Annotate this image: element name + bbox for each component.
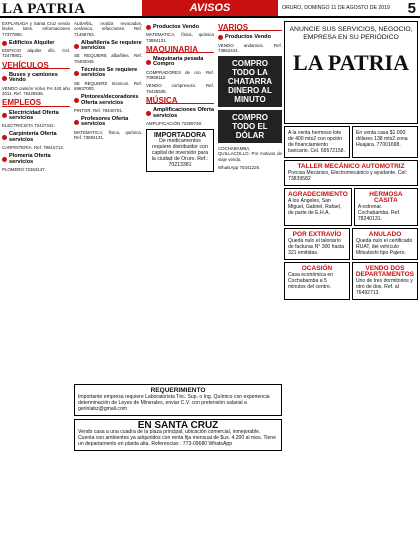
lote-ad: A la venta hermoso lote de 400 mts2 con opción de financiamiento bancario. Cel. 69572158. — [284, 126, 350, 158]
departamentos-ad — [352, 262, 418, 300]
hermosa-casita-ad — [354, 188, 418, 226]
column-2 — [74, 21, 142, 143]
category-heading: Amplificaciones Oferta servicios — [146, 108, 214, 119]
classified-ad: VENDO camión Volvo FH 440 año 2011. Ref. 76425535. — [2, 85, 70, 96]
classified-ad: SE REQUIERE técnicos. Ref. 69637000. — [74, 80, 142, 91]
requerimiento-ad — [74, 384, 282, 416]
category-heading: Buses y camiones Vendo — [2, 73, 70, 84]
category-heading: Edificios Alquiler — [2, 41, 70, 46]
section-tab: AVISOS — [142, 0, 278, 16]
ad-title: AGRADECIMIENTO — [288, 191, 348, 198]
ad-body: De medicamentos requiere distribuidor con capital de inversión para la ciudad de Oruro. Ref.: 70213381 — [151, 138, 209, 169]
category-heading: Profesores Oferta servicios — [74, 117, 142, 128]
ad-title: HERMOSA CASITA — [369, 191, 403, 204]
classified-ad: CARPINTERÍA. Ref. 79615712. — [2, 145, 64, 151]
ad-body: Importante empresa requiere Laboratorista Téc. Sup. o Ing. Químico con experiencia determinación de Leyes de Minerales, enviar C.V. con pretensión salarial a gerinlabz@gmail.com — [78, 394, 270, 412]
ad-title: VENDO DOS DEPARTAMENTOS — [355, 265, 414, 278]
ad-body: Uno de tres dormitorios y otro de dos. Ref. al 76492713. — [355, 278, 413, 296]
importadora-ad — [146, 129, 214, 172]
ad-title: EN SANTA CRUZ — [137, 420, 219, 431]
classified-ad: ELECTRICISTA 72427442. — [2, 123, 55, 129]
bottom-ads — [74, 384, 282, 544]
section-heading: VARIOS — [218, 25, 282, 31]
bullet-icon — [146, 25, 151, 30]
classified-ad: WhatsApp 70341226. — [218, 165, 261, 171]
right-ads — [284, 126, 418, 300]
category-heading: Maquinaria pesada Compro — [146, 57, 214, 68]
category-heading: Productos Vendo — [218, 35, 282, 40]
classified-ad: COCHABAMBA, QUILLACOLLO. Por motivos de viaje vendo. — [218, 146, 282, 162]
section-heading: MAQUINARIA — [146, 47, 214, 53]
column-1 — [2, 21, 70, 175]
ocasion-ad — [284, 262, 350, 300]
bullet-icon — [74, 71, 79, 76]
agradecimiento-ad — [284, 188, 352, 226]
promo-box — [284, 21, 418, 124]
ad-body: A los Ángeles, San Miguel, Gabriel, Rafael, de parte de E.H.A. — [288, 198, 342, 216]
ad-title: ANULADO — [368, 231, 402, 238]
ad-body: Vendo casa a una cuadra de la plaza principal, ubicación comercial, inmejorable. Cuenta con ambientes ya adquiridos con renta fija mensual de $us. 4.200 al mes. Tiene un departamento en planta alta. Referencias : 773-09680 WhatsApp — [78, 429, 276, 447]
ad-title: POR EXTRAVÍO — [292, 231, 342, 238]
bullet-icon — [74, 120, 79, 125]
bullet-icon — [218, 35, 223, 40]
bullet-icon — [2, 157, 7, 162]
compro-dolar-ad: COMPRO TODO EL DÓLAR — [218, 110, 282, 143]
classified-ad: MATEMATICA, física, química. Ref. 73884131. — [74, 129, 142, 141]
ad-body: Precisa Mecánico, Electromecánico y ayudante. Cel: 73839582 — [288, 170, 407, 182]
bullet-icon — [2, 135, 7, 140]
classified-ad: SE REQUIERE albañiles. Ref. 70402045. — [74, 53, 142, 64]
column-3 — [146, 21, 214, 175]
classified-ad: ALBAÑIL, realiza revocados, cerámica, refacciones. Ref. 71468753. — [74, 21, 142, 37]
ad-title: TALLER MECÁNICO AUTOMOTRIZ — [297, 163, 405, 170]
classified-ad: MATEMATICA, física, química 73884131. — [146, 32, 214, 43]
classified-ad: PLOMERO 72363147. — [2, 166, 46, 172]
column-4 — [218, 21, 282, 173]
bullet-icon — [146, 111, 151, 116]
newspaper-logo: LA PATRIA — [2, 1, 86, 17]
section-heading: EMPLEOS — [2, 100, 70, 106]
section-heading: MÚSICA — [146, 98, 214, 104]
ad-body: A estrenar. Cochabamba. Ref. 78240131. — [357, 204, 401, 222]
bullet-icon — [2, 113, 7, 118]
promo-text: ANUNCIE SUS SERVICIOS, NEGOCIO, EMPRESA EN SU PERIÓDICO — [289, 26, 413, 41]
classified-ad: VENDO andamios. Ref. 73862444. — [218, 42, 282, 53]
section-heading: VEHÍCULOS — [2, 63, 70, 69]
compro-chatarra-ad: COMPRO TODO LA CHATARRA DINERO AL MINUTO — [218, 56, 282, 107]
category-heading: Pintores/decoradores Oferta servicios — [74, 95, 142, 106]
bullet-icon — [74, 44, 79, 49]
taller-ad — [284, 160, 418, 186]
ad-body: Queda nulo el certificado RUAT, del vehículo Mitsubishi tipo Pajero. — [356, 238, 413, 256]
classified-ad: EDIFICIO alquiler ofic. Cel. 72478801. — [2, 48, 70, 59]
ad-body: Casa económica en Cochabamba a 5 minutos del centro. — [288, 272, 334, 290]
promo-paper-name: LA PATRIA — [293, 50, 409, 75]
ad-body: Queda nulo el talonario de facturas N° 300 hasta 321 emitidas. — [288, 238, 345, 256]
classified-ad: EXPLANADA y Santa Cruz vendo lindos lotes. Informaciones 77377890. — [2, 21, 70, 37]
anulado-ad — [352, 228, 418, 260]
category-heading: Técnicos Se requiere servicios — [74, 68, 142, 79]
bullet-icon — [2, 41, 7, 46]
classified-ad: VENDO compresora. Ref. 76425535. — [146, 83, 214, 94]
santa-cruz-ad — [74, 419, 282, 451]
classified-ad: AMPLIFICACIÓN 72306748. — [146, 120, 203, 126]
bullet-icon — [74, 98, 79, 103]
category-heading: Plomería Oferta servicios — [2, 154, 70, 165]
category-heading: Electricidad Oferta servicios — [2, 111, 70, 122]
page-number: 5 — [407, 0, 416, 17]
issue-date: ORURO, DOMINGO 11 DE AGOSTO DE 2019 — [282, 5, 390, 11]
category-heading: Productos Vendo — [146, 25, 214, 30]
classified-ad: PINTOR. Ref. 78440701. — [74, 107, 123, 113]
bullet-icon — [2, 76, 7, 81]
bullet-icon — [146, 60, 151, 65]
classified-ad: COMPRADORES de oro. Ref. 70969112. — [146, 69, 214, 81]
ad-title: OCASIÓN — [301, 265, 333, 272]
category-heading: Albañilería Se requiere servicios — [74, 41, 142, 52]
category-heading: Carpintería Oferta servicios — [2, 132, 70, 143]
ad-title: IMPORTADORA — [153, 132, 207, 140]
casa-ad: En venta casa $1.000 dólares 138 mts2 zona Huajara. 77001698. — [352, 126, 418, 158]
page-header — [0, 0, 420, 18]
extravio-ad — [284, 228, 350, 260]
ad-title: REQUERIMIENTO — [150, 387, 206, 394]
